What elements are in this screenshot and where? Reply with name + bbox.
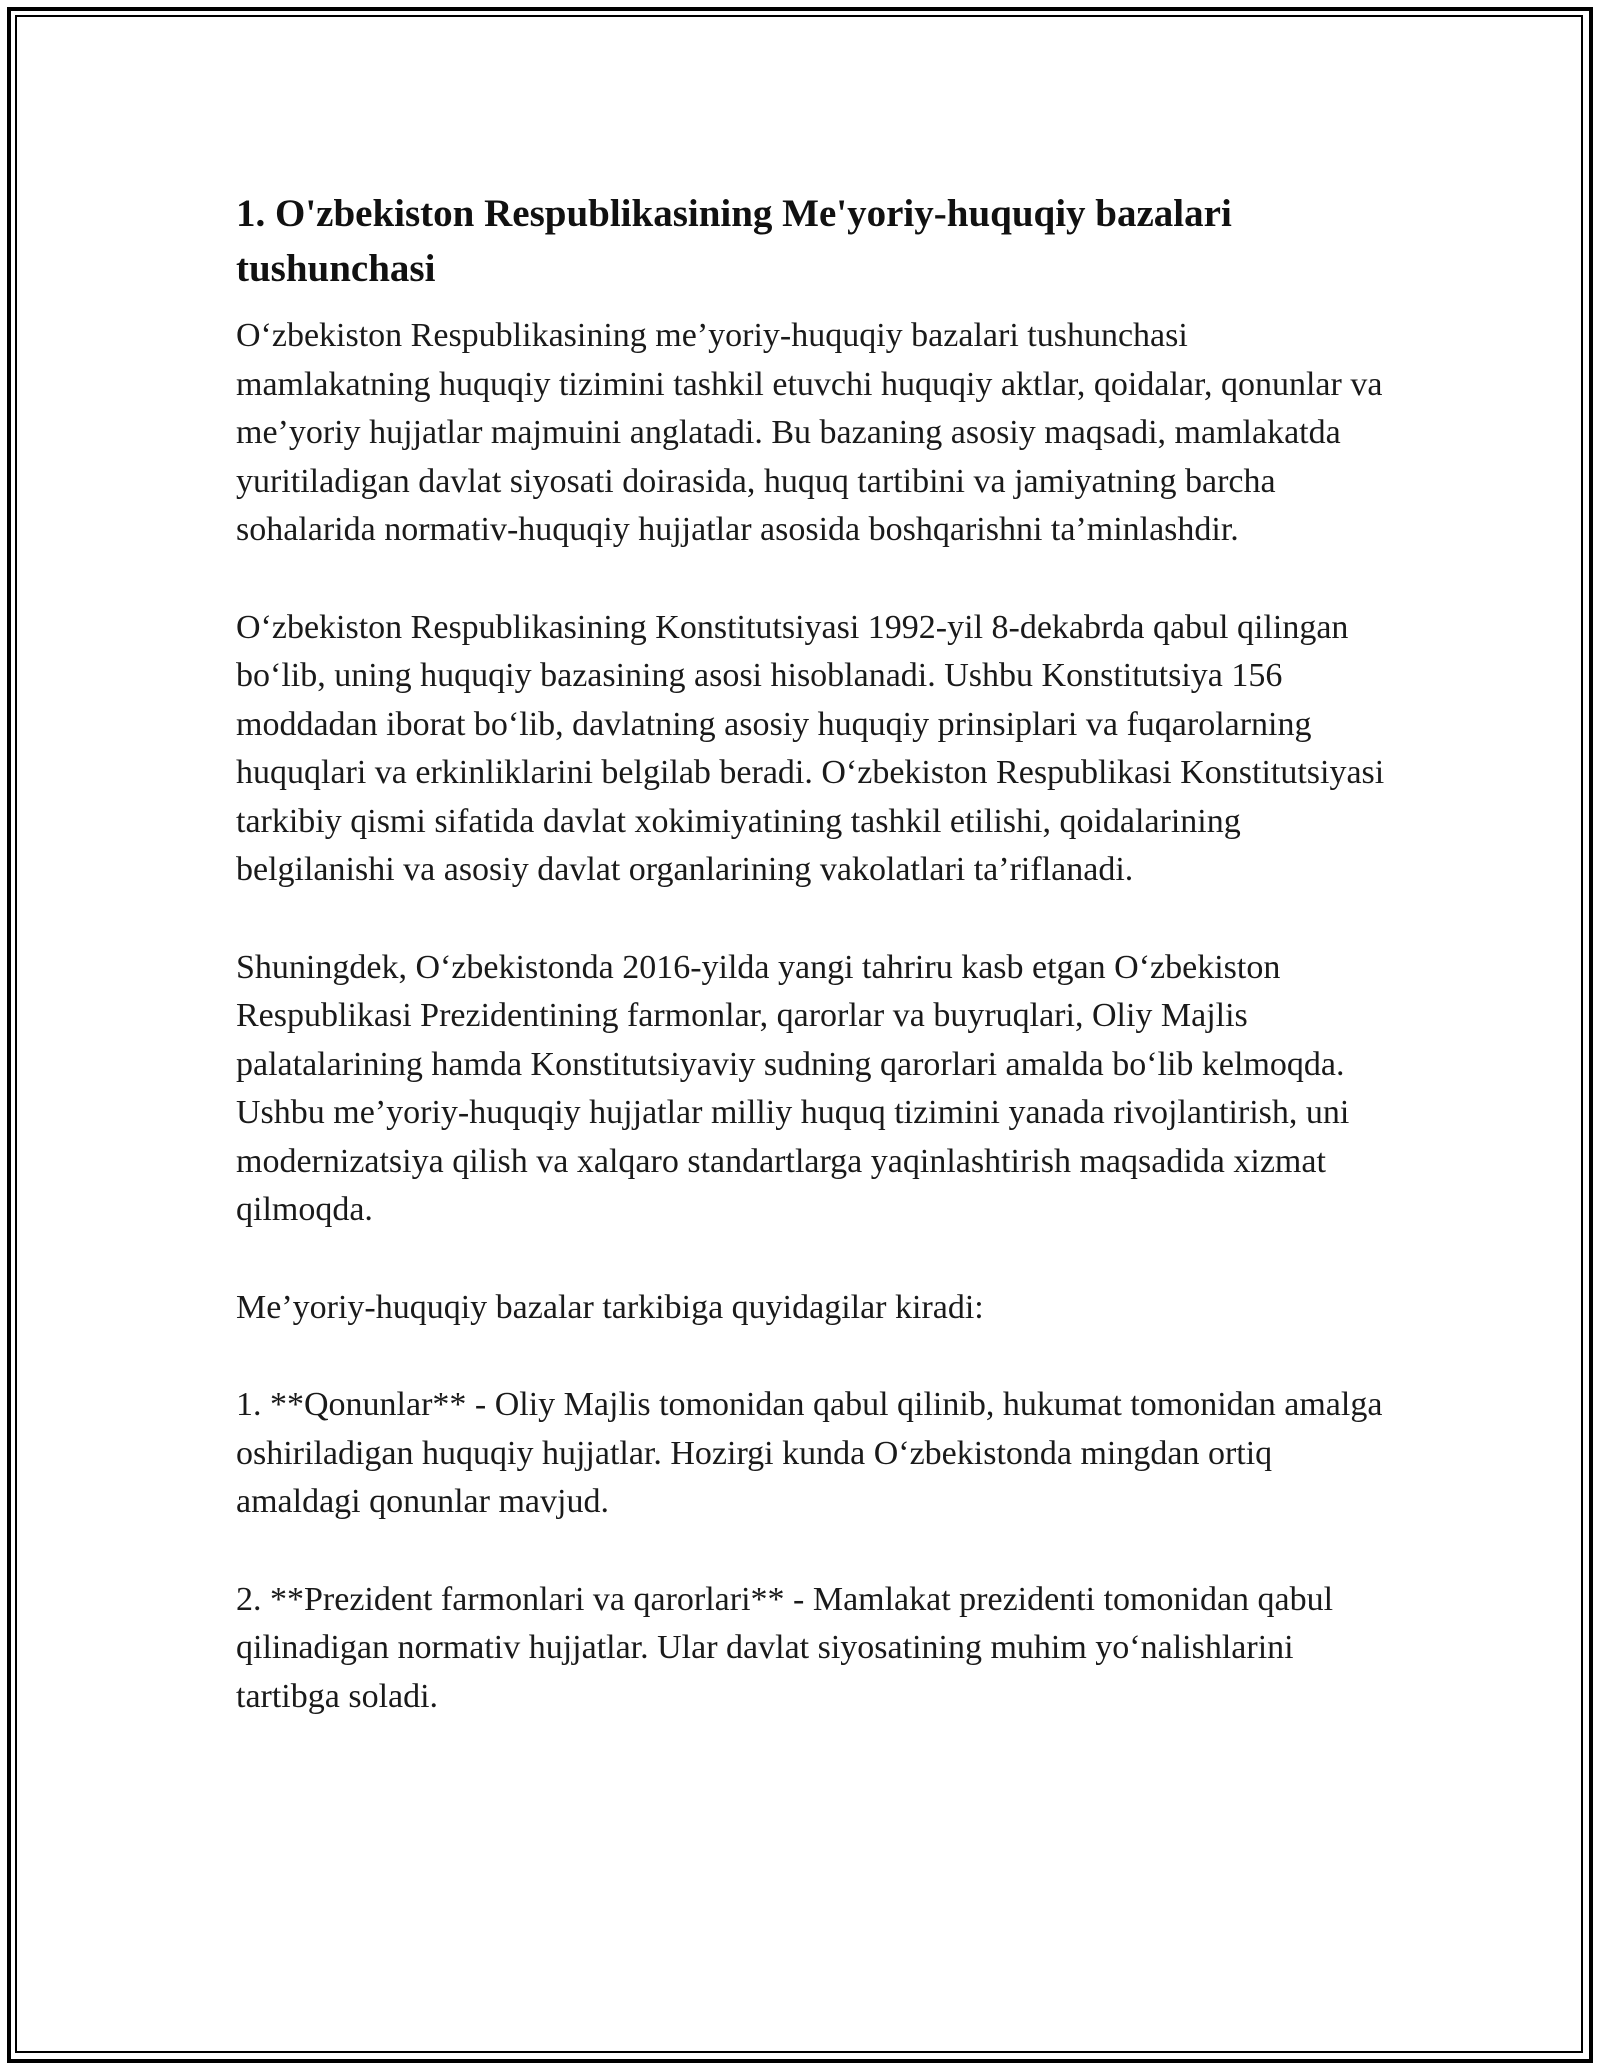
paragraph-list-intro: Me’yoriy-huquqiy bazalar tarkibiga quyidagilar kiradi: [236,1288,984,1326]
section-heading: 1. O'zbekiston Respublikasining Me'yoriy-huquqiy bazalari tushunchasi [236,192,1232,290]
paragraph-decrees: Shuningdek, O‘zbekistonda 2016-yilda yangi tahriru kasb etgan O‘zbekiston Respublikasi Prezidentining farmonlar, qarorlar va buyruqlari, Oliy Majlis palatalarining hamda Konstitutsiyaviy sudning qarorlari amalda bo‘lib kelmoqda. Ushbu me’yoriy-huquqiy hujjatlar milliy huquq tizimini yanada rivojlantirish, uni modernizatsiya qilish va xalqaro standartlarga yaqinlashtirish maqsadida xizmat qilmoqda. [236,948,1350,1228]
list-item-presidential-decrees: 2. **Prezident farmonlari va qarorlari** - Mamlakat prezidenti tomonidan qabul qilinadigan normativ hujjatlar. Ular davlat siyosatining muhim yo‘nalishlarini tartibga soladi. [236,1580,1334,1715]
paragraph-definition: O‘zbekiston Respublikasining me’yoriy-huquqiy bazalari tushunchasi mamlakatning huquqiy tizimini tashkil etuvchi huquqiy aktlar, qoidalar, qonunlar va me’yoriy hujjatlar majmuini anglatadi. Bu bazaning asosiy maqsadi, mamlakatda yuritiladigan davlat siyosati doirasida, huquq tartibini va jamiyatning barcha sohalarida normativ-huquqiy hujjatlar asosida boshqarishni ta’minlashdir. [236,317,1383,548]
document-page [236,186,1386,1721]
paragraph-constitution: O‘zbekiston Respublikasining Konstitutsiyasi 1992-yil 8-dekabrda qabul qilingan bo‘lib, uning huquqiy bazasining asosi hisoblanadi. Ushbu Konstitutsiya 156 moddadan iborat bo‘lib, davlatning asosiy huquqiy prinsiplari va fuqarolarning huquqlari va erkinliklarini belgilab beradi. O‘zbekiston Respublikasi Konstitutsiyasi tarkibiy qismi sifatida davlat xokimiyatining tashkil etilishi, qoidalarining belgilanishi va asosiy davlat organlarining vakolatlari ta’riflanadi. [236,608,1385,888]
list-item-laws: 1. **Qonunlar** - Oliy Majlis tomonidan qabul qilinib, hukumat tomonidan amalga oshiriladigan huquqiy hujjatlar. Hozirgi kunda O‘zbekistonda mingdan ortiq amaldagi qonunlar mavjud. [236,1386,1383,1520]
